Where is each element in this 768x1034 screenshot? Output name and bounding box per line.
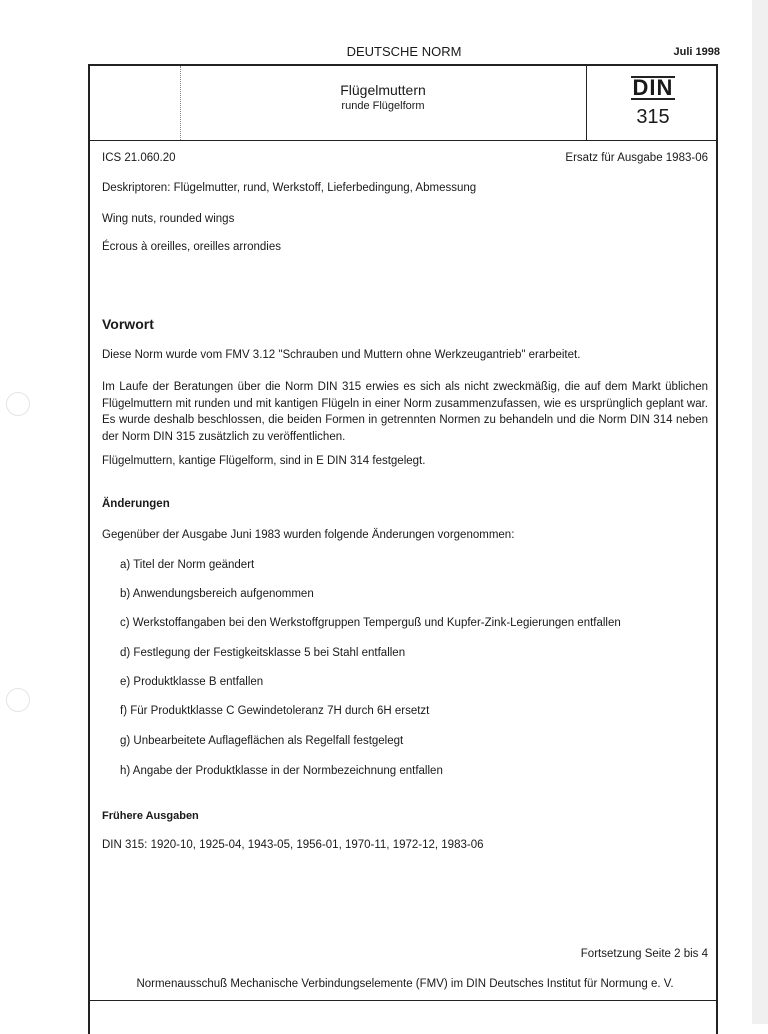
foreword-paragraph: Flügelmuttern, kantige Flügelform, sind in E DIN 314 festgelegt. — [102, 455, 426, 467]
french-title: Écrous à oreilles, oreilles arrondies — [102, 241, 281, 253]
din-number-cell — [586, 66, 719, 140]
earlier-editions-heading: Frühere Ausgaben — [102, 810, 199, 822]
continuation-note: Fortsetzung Seite 2 bis 4 — [580, 948, 708, 960]
din-logo: DIN — [632, 75, 674, 100]
changes-intro: Gegenüber der Ausgabe Juni 1983 wurden folgende Änderungen vorgenommen: — [102, 529, 515, 541]
list-item: g) Unbearbeitete Auflageflächen als Regelfall festgelegt — [120, 735, 404, 747]
list-item: d) Festlegung der Festigkeitsklasse 5 bei Stahl entfallen — [120, 647, 406, 659]
title-block-center — [180, 66, 586, 140]
din-number: 315 — [636, 106, 670, 128]
foreword-heading: Vorwort — [102, 316, 154, 332]
english-title: Wing nuts, rounded wings — [102, 213, 235, 225]
changes-heading: Änderungen — [102, 498, 170, 510]
footer-committee: Normenausschuß Mechanische Verbindungselemente (FMV) im DIN Deutsches Institut für Normung e. V. — [136, 978, 674, 990]
list-item: b) Anwendungsbereich aufgenommen — [120, 588, 314, 600]
issue-date: Juli 1998 — [673, 46, 720, 58]
list-item: h) Angabe der Produktklasse in der Normbezeichnung entfallen — [120, 765, 443, 777]
list-item: c) Werkstoffangaben bei den Werkstoffgruppen Temperguß und Kupfer-Zink-Legierungen entfallen — [120, 617, 621, 629]
foreword-paragraph: Diese Norm wurde vom FMV 3.12 "Schrauben und Muttern ohne Werkzeugantrieb" erarbeitet. — [102, 349, 581, 361]
title-block-left-cell — [90, 66, 181, 140]
footer-divider — [90, 1000, 716, 1001]
descriptors: Deskriptoren: Flügelmutter, rund, Werkstoff, Lieferbedingung, Abmessung — [102, 182, 477, 194]
document-header — [88, 44, 720, 64]
norm-type: DEUTSCHE NORM — [346, 44, 462, 59]
ics-code: ICS 21.060.20 — [102, 152, 176, 164]
document-title: Flügelmuttern — [340, 82, 426, 98]
document-subtitle: runde Flügelform — [341, 100, 425, 112]
earlier-editions-list: DIN 315: 1920-10, 1925-04, 1943-05, 1956-01, 1970-11, 1972-12, 1983-06 — [102, 839, 484, 851]
list-item: a) Titel der Norm geändert — [120, 559, 255, 571]
replacement-note: Ersatz für Ausgabe 1983-06 — [565, 152, 708, 164]
title-block — [90, 66, 716, 141]
list-item: e) Produktklasse B entfallen — [120, 676, 264, 688]
document-frame — [88, 64, 718, 1034]
punch-hole — [6, 392, 30, 416]
punch-hole — [6, 688, 30, 712]
page-edge — [752, 0, 768, 1024]
list-item: f) Für Produktklasse C Gewindetoleranz 7H durch 6H ersetzt — [120, 705, 430, 717]
foreword-paragraph: Im Laufe der Beratungen über die Norm DIN 315 erwies es sich als nicht zweckmäßig, die auf dem Markt üblichen Flügelmuttern mit runden und mit kantigen Flügeln in einer Norm zusammenzufassen, wie es ursprünglich geplant war. Es wurde deshalb beschlossen, die beiden Formen in getrennten Normen zu behandeln und die Norm DIN 314 neben der Norm DIN 315 zusätzlich zu veröffentlichen. — [102, 381, 708, 443]
